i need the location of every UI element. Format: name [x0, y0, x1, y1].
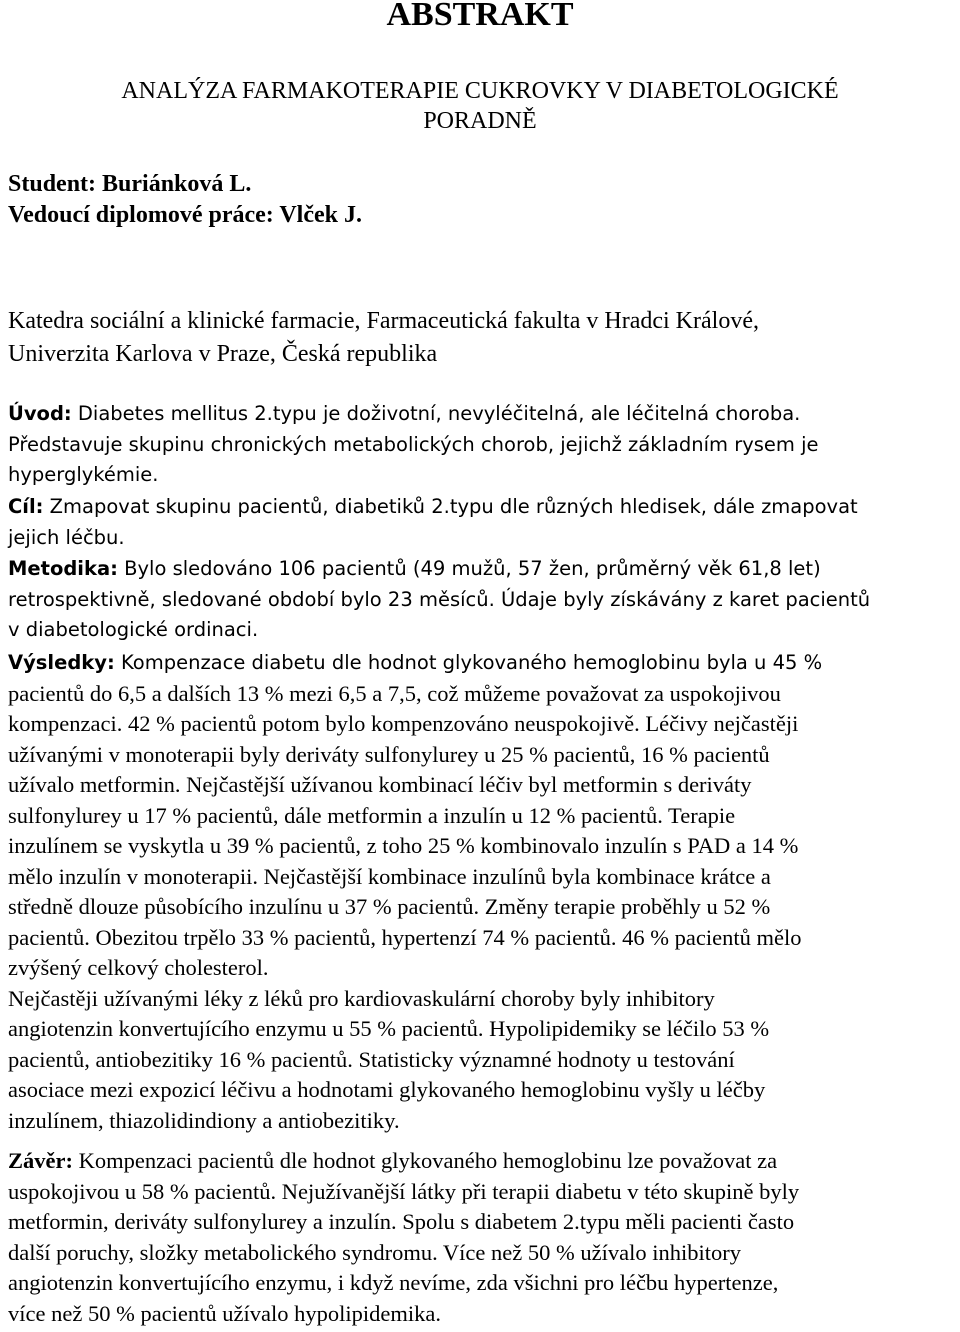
- results-text: Kompenzace diabetu dle hodnot glykovaného hemoglobinu byla u 45 %: [114, 651, 823, 674]
- thesis-title: [20, 76, 940, 136]
- results-text: inzulínem se vyskytla u 39 % pacientů, z toho 25 % kombinovalo inzulín s PAD a 14 %: [8, 833, 799, 858]
- methods-text: retrospektivně, sledované období bylo 23 měsíců. Údaje byly získávány z karet pacientů: [8, 587, 871, 611]
- results-text: sulfonylurey u 17 % pacientů, dále metformin a inzulín u 12 % pacientů. Terapie: [8, 802, 736, 828]
- section-results: [8, 648, 953, 1136]
- results-text: užívanými v monoterapii byly deriváty sulfonylurey u 25 % pacientů, 16 % pacientů: [8, 741, 770, 767]
- conclusion-text: Kompenzaci pacientů dle hodnot glykovaného hemoglobinu lze považovat za: [72, 1148, 778, 1173]
- conclusion-text: další poruchy, složky metabolického syndromu. Více než 50 % užívalo inhibitory: [8, 1239, 741, 1265]
- results-text: zvýšený celkový cholesterol.: [8, 955, 269, 980]
- methods-label: Metodika:: [8, 557, 118, 580]
- thesis-title-line: PORADNĚ: [423, 108, 537, 134]
- results-text: asociace mezi expozicí léčivu a hodnotami glykovaného hemoglobinu vyšly u léčby: [8, 1077, 766, 1102]
- results-text: Nejčastěji užívanými léky z léků pro kardiovaskulární choroby byly inhibitory: [8, 985, 715, 1011]
- results-text: pacientů. Obezitou trpělo 33 % pacientů, hypertenzí 74 % pacientů. 46 % pacientů mělo: [8, 924, 802, 950]
- student-name: Student: Buriánková L.: [8, 171, 252, 197]
- aim-text: Zmapovat skupinu pacientů, diabetiků 2.typu dle různých hledisek, dále zmapovat: [43, 495, 858, 518]
- aim-label: Cíl:: [8, 495, 44, 518]
- methods-text: v diabetologické ordinaci.: [8, 618, 259, 641]
- section-methods: [8, 554, 953, 646]
- aim-text: jejich léčbu.: [8, 525, 125, 549]
- affiliation-line: Katedra sociální a klinické farmacie, Farmaceutická fakulta v Hradci Králové,: [8, 308, 759, 334]
- results-text: užívalo metformin. Nejčastější užívanou kombinací léčiv byl metformin s deriváty: [8, 772, 752, 797]
- results-text: mělo inzulín v monoterapii. Nejčastější kombinace inzulínů byla kombinace krátce a: [8, 863, 771, 889]
- section-aim: [8, 492, 953, 553]
- document-title: ABSTRAKT: [386, 0, 574, 33]
- supervisor-name: Vedoucí diplomové práce: Vlček J.: [8, 202, 362, 228]
- results-text: středně dlouze působícího inzulínu u 37 % pacientů. Změny terapie proběhly u 52 %: [8, 894, 771, 919]
- conclusion-body: [8, 1177, 953, 1330]
- methods-text: Bylo sledováno 106 pacientů (49 mužů, 57 žen, průměrný věk 61,8 let): [117, 557, 821, 580]
- conclusion-text: uspokojivou u 58 % pacientů. Nejužívanější látky při terapii diabetu v této skupině byly: [8, 1178, 800, 1204]
- conclusion-text: metformin, deriváty sulfonylurey a inzulín. Spolu s diabetem 2.typu měli pacienti často: [8, 1209, 795, 1234]
- results-label: Výsledky:: [8, 651, 115, 674]
- introduction-label: Úvod:: [8, 402, 72, 425]
- section-conclusion: [8, 1146, 953, 1329]
- conclusion-text: angiotenzin konvertujícího enzymu, i když nevíme, zda všichni pro léčbu hypertenze,: [8, 1270, 779, 1295]
- results-text: kompenzaci. 42 % pacientů potom bylo kompenzováno neuspokojivě. Léčivy nejčastěji: [8, 711, 799, 736]
- conclusion-text: více než 50 % pacientů užívalo hypolipidemika.: [8, 1300, 441, 1326]
- thesis-title-line: ANALÝZA FARMAKOTERAPIE CUKROVKY V DIABETOLOGICKÉ: [121, 78, 839, 104]
- results-text: pacientů, antiobezitiky 16 % pacientů. Statisticky významné hodnoty u testování: [8, 1046, 735, 1072]
- results-text: pacientů do 6,5 a dalších 13 % mezi 6,5 a 7,5, což můžeme považovat za uspokojivou: [8, 680, 781, 706]
- introduction-text: Představuje skupinu chronických metabolických chorob, jejichž základním rysem je: [8, 432, 819, 456]
- introduction-text: Diabetes mellitus 2.typu je doživotní, nevyléčitelná, ale léčitelná choroba.: [71, 402, 801, 425]
- affiliation-line: Univerzita Karlova v Praze, Česká republika: [8, 341, 438, 367]
- introduction-text: hyperglykémie.: [8, 463, 159, 486]
- results-text: inzulínem, thiazolidindiony a antiobezitiky.: [8, 1107, 400, 1133]
- section-introduction: [8, 399, 953, 491]
- results-body: [8, 679, 953, 1137]
- conclusion-label: Závěr:: [8, 1148, 73, 1173]
- affiliation: [8, 305, 953, 371]
- results-text: angiotenzin konvertujícího enzymu u 55 % pacientů. Hypolipidemiky se léčilo 53 %: [8, 1016, 770, 1041]
